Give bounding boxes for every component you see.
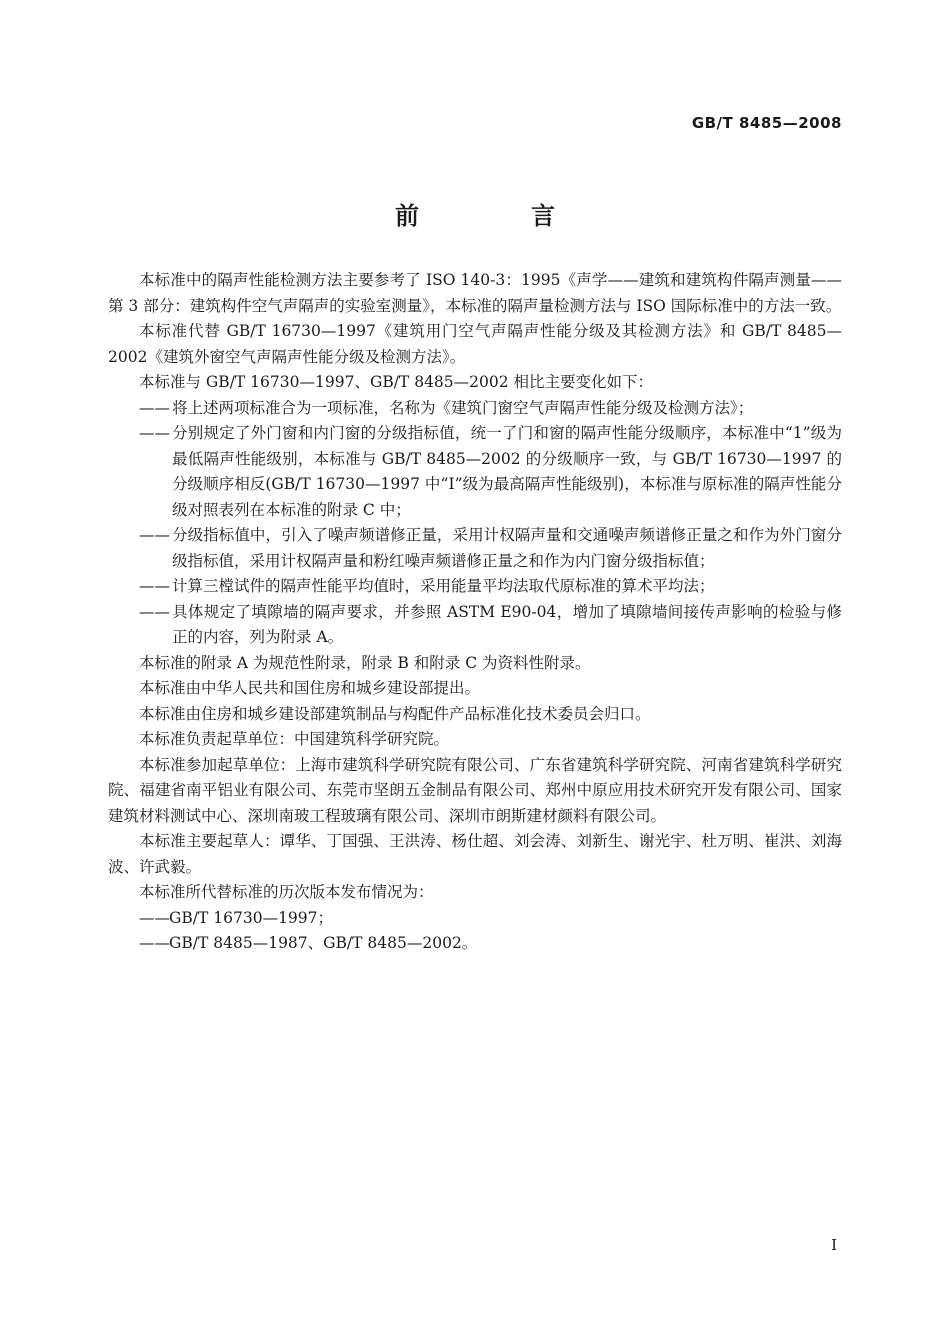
list-item [108,396,842,422]
history-list [108,906,842,957]
paragraph-reference: 本标准中的隔声性能检测方法主要参考了 ISO 140-3：1995《声学——建筑和建筑构件隔声测量——第 3 部分：建筑构件空气声隔声的实验室测量》，本标准的隔声量检测方法与 ISO 国际标准中的方法一致。 [108,271,842,315]
list-item-text: GB/T 16730—1997； [169,908,334,927]
dash-mark: —— [139,526,170,544]
paragraph-history-intro: 本标准所代替标准的历次版本发布情况为： [139,883,434,901]
paragraph-drafters: 本标准主要起草人：谭华、丁国强、王洪涛、杨仕超、刘会涛、刘新生、谢光宇、杜万明、崔洪、刘海波、许武毅。 [108,832,842,876]
list-item [108,600,842,651]
changes-list [108,396,842,651]
dash-mark: —— [139,577,170,595]
paragraph-annex: 本标准的附录 A 为规范性附录，附录 B 和附录 C 为资料性附录。 [139,653,591,672]
paragraph-replaces: 本标准代替 GB/T 16730—1997《建筑用门空气声隔声性能分级及其检测方法》和 GB/T 8485—2002《建筑外窗空气声隔声性能分级及检测方法》。 [108,322,842,366]
list-item-text: 具体规定了填隙墙的隔声要求，并参照 ASTM E90-04，增加了填隙墙间接传声影响的检验与修正的内容，列为附录 A。 [172,602,842,646]
standard-code: GB/T 8485—2008 [691,114,842,132]
dash-mark: —— [139,424,170,442]
paragraph-proposed-by: 本标准由中华人民共和国住房和城乡建设部提出。 [139,679,481,697]
list-item-text: 将上述两项标准合为一项标准，名称为《建筑门窗空气声隔声性能分级及检测方法》； [172,398,754,417]
list-item [108,523,842,574]
paragraph-managed-by: 本标准由住房和城乡建设部建筑制品与构配件产品标准化技术委员会归口。 [139,704,651,723]
paragraph-participating-units: 本标准参加起草单位：上海市建筑科学研究院有限公司、广东省建筑科学研究院、河南省建筑科学研究院、福建省南平铝业有限公司、东莞市坚朗五金制品有限公司、郑州中原应用技术研究开发有限公司、国家建筑材料测试中心、深圳南玻工程玻璃有限公司、深圳市朗斯建材颜料有限公司。 [108,755,842,825]
list-item [108,574,842,600]
dash-mark: —— [139,398,170,417]
dash-mark: —— [139,602,170,621]
dash-mark: —— [139,908,170,927]
list-item [108,931,842,957]
paragraph-drafting-unit: 本标准负责起草单位：中国建筑科学研究院。 [139,730,450,748]
dash-mark: —— [139,934,170,952]
list-item-text: 分级指标值中，引入了噪声频谱修正量，采用计权隔声量和交通噪声频谱修正量之和作为外门窗分级指标值，采用计权隔声量和粉红噪声频谱修正量之和作为内门窗分级指标值； [172,526,842,570]
page-number: I [831,1236,837,1254]
list-item-text: 计算三樘试件的隔声性能平均值时，采用能量平均法取代原标准的算术平均法； [172,577,715,595]
page-title: 前 言 [395,202,599,230]
list-item-text: GB/T 8485—1987、GB/T 8485—2002。 [169,934,478,952]
list-item-text: 分别规定了外门窗和内门窗的分级指标值，统一了门和窗的隔声性能分级顺序，本标准中“1”级为最低隔声性能级别，本标准与 GB/T 8485—2002 的分级顺序一致，与 GB/T 16730—1997 的分级顺序相反(GB/T 16730—1997 中“Ⅰ”级为最高隔声性能级别)，本标准与原标准的隔声性能分级对照表列在本标准的附录 C 中； [172,424,842,519]
paragraph-changes-intro: 本标准与 GB/T 16730—1997、GB/T 8485—2002 相比主要变化如下： [139,373,654,391]
list-item [108,421,842,523]
document-body [108,268,842,957]
list-item [108,906,842,932]
